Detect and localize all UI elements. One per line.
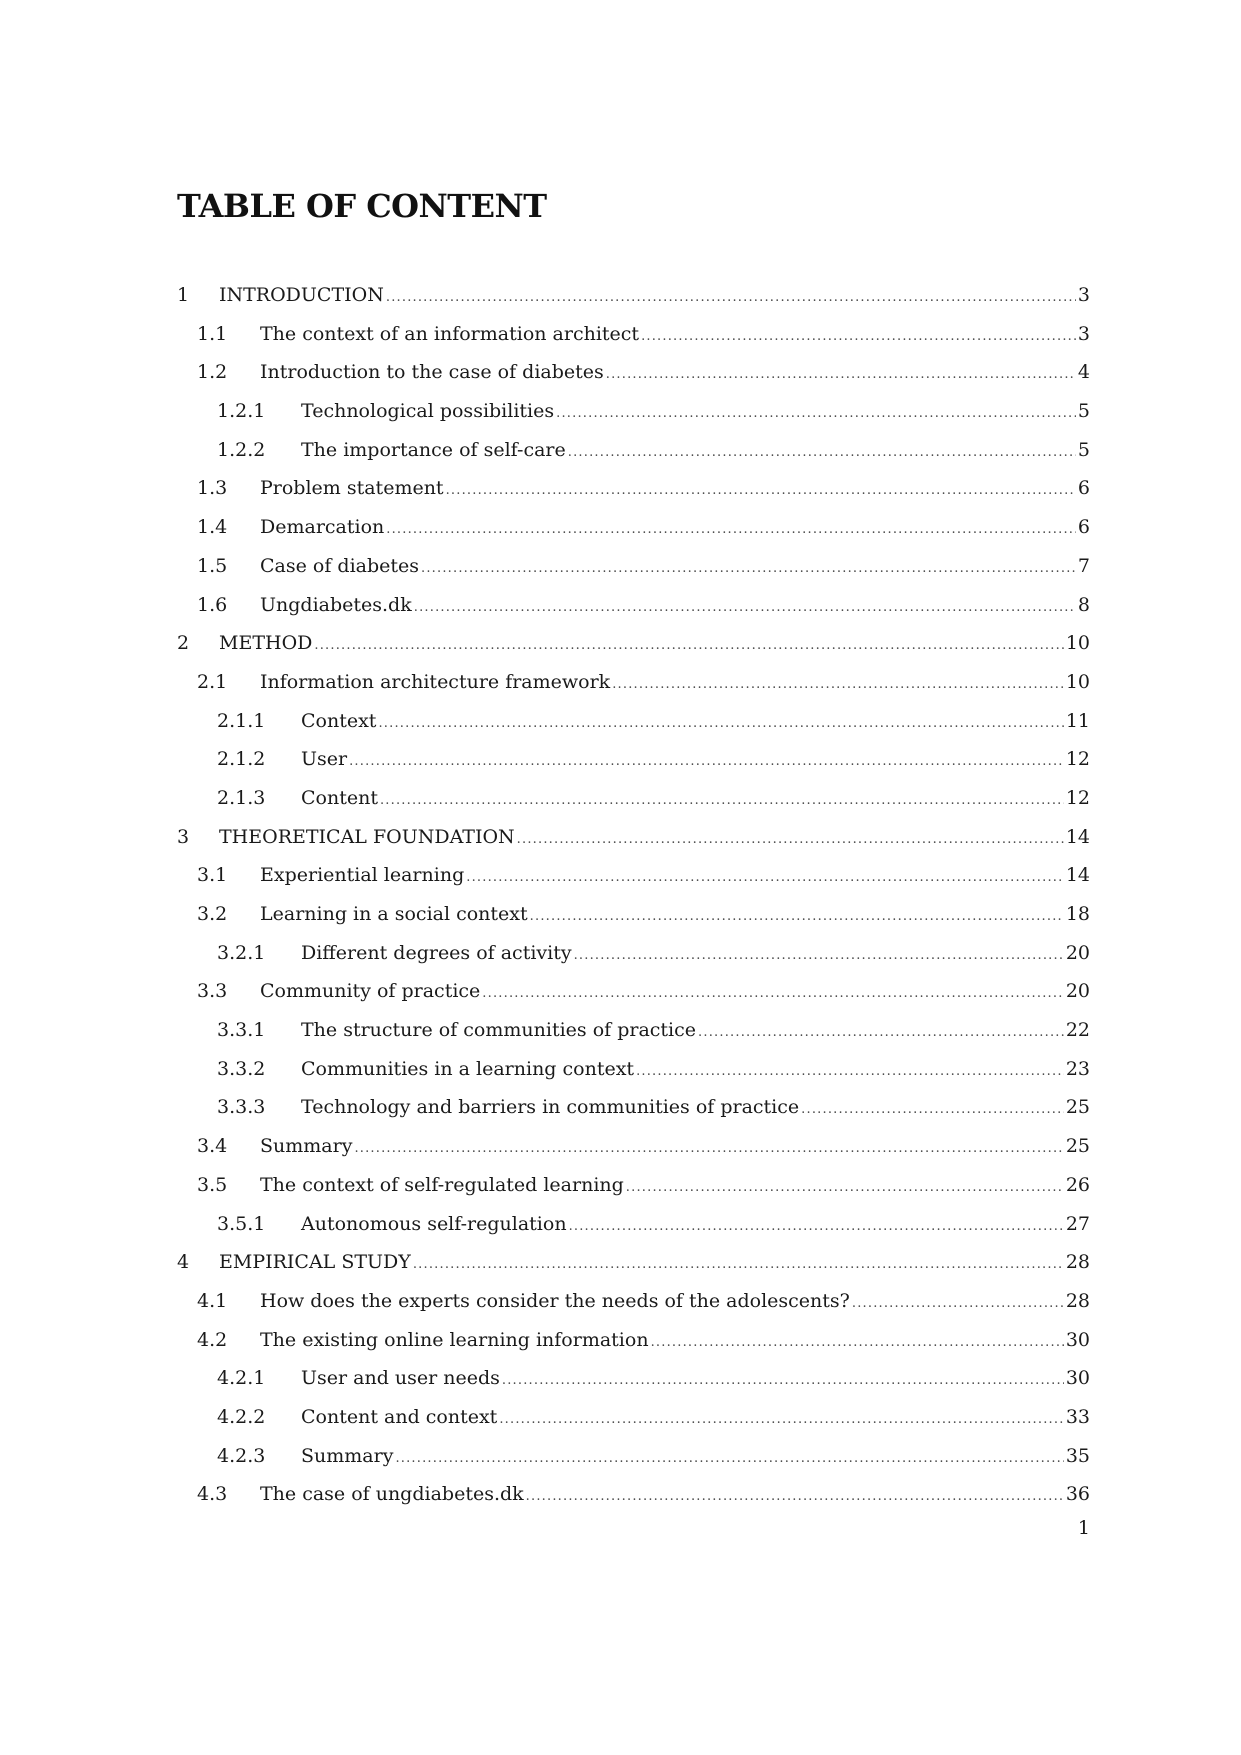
toc-entry[interactable] bbox=[177, 624, 1090, 663]
toc-entry-title[interactable]: The case of ungdiabetes.dk bbox=[260, 1483, 524, 1506]
toc-entry-number: 1.1 bbox=[197, 322, 228, 345]
toc-entry-page: 25 bbox=[1065, 1096, 1090, 1119]
toc-entry-title[interactable]: Demarcation bbox=[260, 516, 385, 539]
toc-entry-title[interactable]: Ungdiabetes.dk bbox=[260, 593, 412, 616]
toc-entry-title[interactable]: Content bbox=[301, 786, 378, 809]
toc-entry-page: 5 bbox=[1077, 400, 1090, 423]
toc-entry-title[interactable]: User and user needs bbox=[301, 1367, 500, 1390]
toc-entry[interactable] bbox=[177, 818, 1090, 857]
toc-entry-title[interactable]: The importance of self-care bbox=[301, 438, 566, 461]
toc-entry-page: 23 bbox=[1065, 1057, 1090, 1080]
toc-entry-title[interactable]: Problem statement bbox=[260, 477, 444, 500]
toc-entry[interactable] bbox=[177, 508, 1090, 547]
toc-entry[interactable] bbox=[177, 431, 1090, 470]
toc-entry-number: 1 bbox=[177, 284, 190, 306]
toc-entry-title[interactable]: Technological possibilities bbox=[301, 400, 555, 423]
toc-entry-number: 2.1.3 bbox=[217, 786, 266, 809]
toc-entry-number: 2 bbox=[177, 632, 190, 655]
toc-entry-number: 2.1.2 bbox=[217, 748, 266, 771]
toc-entry-title[interactable]: Autonomous self-regulation bbox=[301, 1212, 567, 1235]
toc-entry[interactable] bbox=[177, 1359, 1090, 1398]
toc-entry-page: 11 bbox=[1065, 709, 1090, 732]
toc-entry-page: 33 bbox=[1065, 1405, 1090, 1428]
toc-entry[interactable] bbox=[177, 1398, 1090, 1437]
toc-entry-page: 10 bbox=[1065, 670, 1090, 693]
toc-entry-number: 3.2 bbox=[197, 903, 228, 925]
toc-entry-number: 3.2.1 bbox=[217, 941, 266, 964]
toc-entry-number: 2.1.1 bbox=[217, 709, 266, 732]
toc-entry[interactable] bbox=[177, 276, 1090, 315]
toc-entry-title[interactable]: Technology and barriers in communities of practice bbox=[301, 1096, 800, 1119]
toc-entry-title[interactable]: EMPIRICAL STUDY bbox=[219, 1251, 411, 1274]
dot-leader bbox=[606, 356, 1076, 395]
dot-leader bbox=[502, 1362, 1064, 1401]
toc-entry[interactable] bbox=[177, 1088, 1090, 1127]
toc-entry[interactable] bbox=[177, 1011, 1090, 1050]
toc-entry-number: 1.3 bbox=[197, 477, 228, 500]
toc-entry-title[interactable]: THEORETICAL FOUNDATION bbox=[219, 825, 515, 848]
toc-entry[interactable] bbox=[177, 779, 1090, 818]
toc-entry-page: 35 bbox=[1065, 1444, 1090, 1467]
toc-entry-number: 4 bbox=[177, 1251, 190, 1274]
toc-entry-title[interactable]: The context of self-regulated learning bbox=[260, 1173, 624, 1196]
toc-entry-title[interactable]: Case of diabetes bbox=[260, 554, 420, 577]
toc-entry[interactable] bbox=[177, 1166, 1090, 1205]
toc-entry-page: 5 bbox=[1077, 438, 1090, 461]
toc-entry-page: 20 bbox=[1065, 980, 1090, 1003]
toc-entry-page: 8 bbox=[1077, 593, 1090, 616]
toc-entry-number: 3.3.1 bbox=[217, 1019, 266, 1042]
dot-leader bbox=[574, 937, 1064, 976]
toc-entry-number: 1.4 bbox=[197, 516, 228, 539]
dot-leader bbox=[354, 1130, 1063, 1169]
dot-leader bbox=[446, 472, 1076, 511]
toc-entry-page: 7 bbox=[1077, 554, 1090, 577]
toc-entry-title[interactable]: Information architecture framework bbox=[260, 670, 611, 693]
dot-leader bbox=[651, 1324, 1064, 1363]
toc-entry[interactable] bbox=[177, 663, 1090, 702]
dot-leader bbox=[636, 1053, 1064, 1092]
toc-entry[interactable] bbox=[177, 740, 1090, 779]
toc-entry-page: 3 bbox=[1077, 284, 1090, 306]
toc-entry-number: 1.2.1 bbox=[217, 400, 266, 423]
toc-entry-title[interactable]: Summary bbox=[260, 1135, 353, 1158]
toc-entry-page: 6 bbox=[1077, 477, 1090, 500]
toc-entry-title[interactable]: Learning in a social context bbox=[260, 903, 528, 925]
dot-leader bbox=[421, 550, 1076, 589]
toc-entry[interactable] bbox=[177, 315, 1090, 354]
toc-entry-title[interactable]: The existing online learning information bbox=[260, 1328, 649, 1351]
toc-entry[interactable] bbox=[177, 972, 1090, 1011]
toc-entry[interactable] bbox=[177, 353, 1090, 392]
toc-entry-number: 3.5.1 bbox=[217, 1212, 266, 1235]
toc-entry[interactable] bbox=[177, 1437, 1090, 1476]
toc-entry-title[interactable]: How does the experts consider the needs of the adolescents? bbox=[260, 1289, 850, 1312]
toc-entry[interactable] bbox=[177, 547, 1090, 586]
toc-entry-page: 20 bbox=[1065, 941, 1090, 964]
toc-entry-number: 4.2.1 bbox=[217, 1367, 266, 1390]
toc-entry-number: 1.6 bbox=[197, 593, 228, 616]
page-number: 1 bbox=[1077, 1517, 1090, 1539]
dot-leader bbox=[517, 821, 1064, 860]
toc-entry-number: 3.4 bbox=[197, 1135, 228, 1158]
toc-entry-title[interactable]: Introduction to the case of diabetes bbox=[260, 361, 604, 384]
toc-entry-title[interactable]: METHOD bbox=[219, 632, 313, 655]
dot-leader bbox=[626, 1169, 1064, 1208]
toc-entry-page: 18 bbox=[1065, 903, 1090, 925]
dot-leader bbox=[395, 1440, 1063, 1479]
toc-entry[interactable] bbox=[177, 469, 1090, 508]
dot-leader bbox=[556, 395, 1076, 434]
toc-entry-title[interactable]: Content and context bbox=[301, 1405, 498, 1428]
dot-leader bbox=[380, 782, 1064, 821]
toc-entry-number: 4.2.3 bbox=[217, 1444, 266, 1467]
toc-entry-page: 3 bbox=[1077, 322, 1090, 345]
toc-entry-page: 14 bbox=[1065, 864, 1090, 887]
toc-entry[interactable] bbox=[177, 856, 1090, 895]
toc-entry-title[interactable]: User bbox=[301, 748, 348, 771]
dot-leader bbox=[526, 1478, 1064, 1517]
dot-leader bbox=[698, 1014, 1064, 1053]
dot-leader bbox=[852, 1285, 1064, 1324]
toc-entry-number: 1.5 bbox=[197, 554, 228, 577]
toc-entry-page: 28 bbox=[1065, 1289, 1090, 1312]
toc-entry-page: 14 bbox=[1065, 825, 1090, 848]
dot-leader bbox=[612, 666, 1064, 705]
toc-entry[interactable] bbox=[177, 895, 1090, 934]
toc-entry-page: 26 bbox=[1065, 1173, 1090, 1196]
toc-entry-title[interactable]: Experiential learning bbox=[260, 864, 465, 887]
dot-leader bbox=[386, 279, 1076, 318]
toc-entry-number: 1.2.2 bbox=[217, 438, 266, 461]
toc-entry-number: 4.2.2 bbox=[217, 1405, 266, 1428]
dot-leader bbox=[482, 975, 1064, 1014]
dot-leader bbox=[314, 627, 1063, 666]
toc-entry[interactable] bbox=[177, 586, 1090, 625]
dot-leader bbox=[530, 898, 1064, 937]
toc-entry-page: 10 bbox=[1065, 632, 1090, 655]
toc-entry[interactable] bbox=[177, 1205, 1090, 1244]
toc-entry-title[interactable]: The structure of communities of practice bbox=[301, 1019, 697, 1042]
toc-entry-number: 3.1 bbox=[197, 864, 228, 887]
toc-entry[interactable] bbox=[177, 1127, 1090, 1166]
toc-entry-page: 27 bbox=[1065, 1212, 1090, 1235]
toc-entry-number: 2.1 bbox=[197, 670, 228, 693]
toc-entry-number: 3.3 bbox=[197, 980, 228, 1003]
dot-leader bbox=[466, 859, 1064, 898]
dot-leader bbox=[414, 589, 1076, 628]
toc-entry-page: 30 bbox=[1065, 1328, 1090, 1351]
toc-entry[interactable] bbox=[177, 1475, 1090, 1514]
toc-entry-title[interactable]: Different degrees of activity bbox=[301, 941, 572, 964]
toc-entry-page: 12 bbox=[1065, 786, 1090, 809]
toc-entry-page: 4 bbox=[1077, 361, 1090, 384]
toc-entry-number: 3.5 bbox=[197, 1173, 228, 1196]
toc-entry[interactable] bbox=[177, 392, 1090, 431]
toc-entry[interactable] bbox=[177, 1243, 1090, 1282]
toc-entry-title[interactable]: The context of an information architect bbox=[260, 322, 640, 345]
dot-leader bbox=[641, 318, 1076, 357]
page-title: TABLE OF CONTENT bbox=[177, 187, 547, 225]
dot-leader bbox=[349, 743, 1064, 782]
toc-entry-page: 36 bbox=[1065, 1483, 1090, 1506]
table-of-contents bbox=[177, 276, 1090, 1514]
toc-entry-title[interactable]: Summary bbox=[301, 1444, 394, 1467]
dot-leader bbox=[413, 1246, 1064, 1285]
dot-leader bbox=[801, 1091, 1064, 1130]
dot-leader bbox=[568, 434, 1076, 473]
toc-entry-title[interactable]: Communities in a learning context bbox=[301, 1057, 635, 1080]
toc-entry-page: 30 bbox=[1065, 1367, 1090, 1390]
toc-entry-title[interactable]: Community of practice bbox=[260, 980, 481, 1003]
toc-entry-page: 6 bbox=[1077, 516, 1090, 539]
toc-entry-number: 4.3 bbox=[197, 1483, 228, 1506]
dot-leader bbox=[499, 1401, 1063, 1440]
toc-entry-page: 22 bbox=[1065, 1019, 1090, 1042]
toc-entry[interactable] bbox=[177, 934, 1090, 973]
toc-entry-page: 25 bbox=[1065, 1135, 1090, 1158]
dot-leader bbox=[386, 511, 1076, 550]
toc-entry-number: 3.3.3 bbox=[217, 1096, 266, 1119]
toc-entry-title[interactable]: INTRODUCTION bbox=[219, 284, 384, 306]
dot-leader bbox=[378, 705, 1063, 744]
toc-entry[interactable] bbox=[177, 1321, 1090, 1360]
toc-entry[interactable] bbox=[177, 1050, 1090, 1089]
toc-entry-page: 28 bbox=[1065, 1251, 1090, 1274]
dot-leader bbox=[569, 1208, 1064, 1247]
toc-entry-number: 4.1 bbox=[197, 1289, 228, 1312]
toc-entry[interactable] bbox=[177, 1282, 1090, 1321]
toc-entry-title[interactable]: Context bbox=[301, 709, 377, 732]
toc-entry-page: 12 bbox=[1065, 748, 1090, 771]
toc-entry[interactable] bbox=[177, 702, 1090, 741]
toc-entry-number: 4.2 bbox=[197, 1328, 228, 1351]
toc-entry-number: 3 bbox=[177, 825, 190, 848]
toc-entry-number: 3.3.2 bbox=[217, 1057, 266, 1080]
toc-entry-number: 1.2 bbox=[197, 361, 228, 384]
